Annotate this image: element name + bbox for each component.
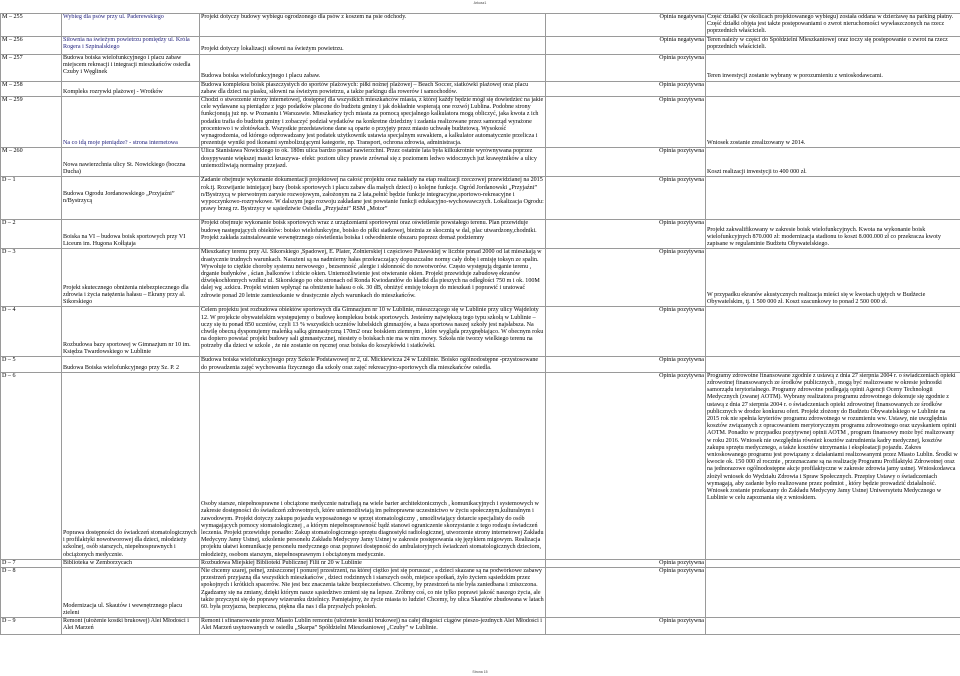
row-status: Opinia pozytywna xyxy=(546,559,706,567)
row-id: D – 5 xyxy=(1,357,62,372)
row-id: M – 259 xyxy=(1,97,62,148)
row-status: Opinia pozytywna xyxy=(546,81,706,96)
row-note xyxy=(706,618,960,635)
row-description: Projekt obejmuje wykonanie boisk sportowych wraz z urządzeniami sportowymi oraz oświetlenie powstałego terenu. Plan przewiduje budowę następujących obiektów: boisko wielofunkcyjne, boisko do piłki siatkowej, bieżnia ze skocznią w dal, plac utwardzony,chodniki. Projekt zakłada zainstalowanie wewnętrznego oświetlenia boiska i odwodnienie obszaru poprzez drenaż podziemny xyxy=(200,220,546,249)
table-row xyxy=(1,559,960,567)
table-row xyxy=(1,220,960,249)
row-description: Mieszkańcy terenu przy Al. Sikorskiego ,Spadowej, E. Plater, Żołnierskiej i częściowo Puławskiej w liczbie ponad 2000 od lat mieszkają w drastycznie trudnych warunkach. Narażeni są na nadmierny hałas przekraczający dopuszczalne normy cały dobę i emisję toksyn ze spalin. Wywołuje to ciężkie choroby systemu nerwowego , bezsenność ,alergie i skłonność do nowotworów. Często występują drganie terenu , drganie budynków , ścian ,balkonów i zbicie okien. Uniemożliwienie jest otwieranie okien. Projekt przewiduje zabudowę ekranów dźwiękochłonnych wzdłuż ul. Sikorskiego po obu stronach od Ronda Kwiodandów do kładki dla pieszych na odległości 750 m i ok. 100M dalej wg .szkicu. Projekt winien wpłynąć na obniżenie hałasu o ok. 30 dB, obniżyć emisję toksyn do mieszkań i poprawić i uratować zdrowie ponad 20 letnie zamieszkanie w drastycznie złych warunkach do mieszkańców. xyxy=(200,249,546,307)
row-status: Opinia pozytywna xyxy=(546,54,706,81)
row-title: Na co idą moje pieniądze? - strona internetowa xyxy=(62,97,200,148)
row-description: Ulica Stanisława Nowickiego to ok. 180m ulica bardzo ponad nawierzchni. Przez ostatnie lata była kilkukrotnie wyrównywana poprzez dosypywanie większej masici kruszywa- efekt: poziom ulicy prawie zrównał się z poziomem ledwo widocznych już krawężników a ulicy uniemożliwiają normalny przejazd. xyxy=(200,148,546,177)
table-row xyxy=(1,14,960,37)
row-id: D – 4 xyxy=(1,307,62,357)
row-description: Chodzi o stworzenie strony internetowej, dostępnej dla wszystkich mieszkańców miasta, z której każdy będzie mógł się dowiedzieć na jakie cele wydawane są pieniądze z jego podatków płacone do budżetu gminy i jak dokładnie wspierają one rozwój Lublina. Podobne strony funkcjonują już np. w Poznaniu i Warszawie. Mieszkańcy tych miasta za pomocą specjalnego kalkulatora mogą obliczyć, jaka kwota z ich podatku trafia do budżetu gminy i zobaczyć podział wydatków na konkretne dziedziny i zadania realizowane przez samorząd wyrażone procentowo i w złotówkach. Wszystkie przedstawione dane są oparte o przyjęty przez miasto uchwałę budżetową. Wysokość wynagrodzenia, od którego odprowadzany jest podatek użytkownik ustawia specjalnym suwakiem, a kalkulator automatycznie przelicza i prezentuje wyniki pod ikonami symbolizującymi kategorie, np. Transport, ochrona zdrowia, administracja. xyxy=(200,97,546,148)
table-row xyxy=(1,618,960,635)
row-status: Opinia pozytywna xyxy=(546,618,706,635)
row-description: Remont i sfinansowanie przez Miasto Lublin remontu (ułożenie kostki brukowej) na całej długości ciągów pieszo-jezdnych Alei Młodości i Alei Marzeń usytuowanych w osiedlu „Skarpa” Spółdzielni Mieszkaniowej „Czuby” w Lublinie. xyxy=(200,618,546,635)
table-row xyxy=(1,357,960,372)
row-id: D – 8 xyxy=(1,568,62,618)
row-id: M – 258 xyxy=(1,81,62,96)
row-id: D – 3 xyxy=(1,249,62,307)
row-status: Opinia pozytywna xyxy=(546,148,706,177)
table-row xyxy=(1,568,960,618)
row-description: Rozbudowa Miejskiej Biblioteki Publicznej Filii nr 20 w Lublinie xyxy=(200,559,546,567)
row-note: Programy zdrowotne finansowane zgodnie z ustawą z dnia 27 sierpnia 2004 r. o świadczeniach opieki zdrowotnej finansowanych ze środków publicznych , mogą być realizowane w okresie jednostki samorządu terytorialnego. Programy zdrowotne podlegają opinii Agencji Oceny Technologii Medycznych (zwanej AOTM). Wybrany realizatora programu zdrowotnego dokonuje się zgodnie z ustawą z dnia 27 sierpnia 2004 r. o świadczeniach opieki zdrowotnej finansowanych ze środków publicznych w drodze konkursu ofert. Projekt złożony do Budżetu Obywatelskiego w Lublinie na 2015 rok nie spełnia kryteriów programu zdrowotnego w rozumieniu ww. Ustawy, nie uwzględnia kosztów związanych z opracowaniem merytorycznym programu zdrowotnego oraz uzyskaniem opinii AOTM. Ponadto w przypadku pozytywnej opinii AOTM , program finansowy może być realizowany w roku 2016. Wniosek nie uwzględnia również kosztów zatrudnienia kadry medycznej, kosztów zakupu sprzętu medycznego, a także kosztów utrzymania i eksploatacji pojazdu. Zakres wnioskowanego programu jest powiązany z działaniami realizowanymi przez Miasto Lublin. Środki w kwocie ok. 150 000 zł rocznie , przeznaczane są na realizację Programu Profilaktyki Zdrowotnej oraz na jednorazowe ogólnodostępne akcje profilaktyczne w zakresie zdrowia jamy ustnej. Wnioskodawca złożył wniosek do Wydziału Zdrowia i Spraw Społecznych. Przepisy Ustawy o świadczeniach wymagają, aby zadanie było realizowane przez podmiot , który będzie prowadzić działalność. Wniosek zostanie przekazany do Zakładu Medycyny Jamy Ustnej Uniwersytetu Medycznego w Lublinie w celu zapoznania się z wnioskiem. xyxy=(706,372,960,559)
page-header: Arkusz1 xyxy=(473,1,487,5)
row-description: Projekt dotyczy budowy wybiegu ogrodzonego dla psów z koszem na psie odchody. xyxy=(200,14,546,37)
row-status: Opinia pozytywna xyxy=(546,307,706,357)
row-status: Opinia pozytywna xyxy=(546,357,706,372)
row-description: Nie chcemy szarej, pełnej, zniszczonej i ponurej przestrzeni, na której ciężko jest się poruszać , a dzieci skazane są na podwórkowe zabawy przestrzeń przyjazną dla wszystkich mieszkańców , dzieci rodzinnych i starszych osób, miejsce spotkań, żyło życiem sąsiedzkim przez spokojnych i krótkich spacerów. Nie jest bez znaczenia także bezpieczeństwo. Chcemy, by przestrzeń ta nie była zaniedbana i zniszczona. Zgadzamy się na zmiany, dzięki którym nasze sąsiedztwo zmieni się na lepsze. Zróbmy coś, co nie tylko poprawi jakość naszego życia, ale także przyczyni się do poprawy wizerunku dzielnicy. Pamiętajmy, że życie miasta to ludzie! Chcemy, by ulica Skautów zbudowana w latach 60. była przyjazna, bezpieczna, piękna dla nas i dla przyszłych pokoleń. xyxy=(200,568,546,618)
row-note: Koszt realizacji inwestycji to 400 000 zł. xyxy=(706,148,960,177)
row-id: D – 1 xyxy=(1,177,62,220)
table-row xyxy=(1,54,960,81)
row-status: Opinia pozytywna xyxy=(546,568,706,618)
row-title: Rozbudowa bazy sportowej w Gimnazjum nr 10 im. Księdza Twardowskiego w Lublinie xyxy=(62,307,200,357)
row-note xyxy=(706,177,960,220)
row-title: Budowa Ogrodu Jordanowskiego „Przyjaźni” n/Bystrzycą xyxy=(62,177,200,220)
table-row xyxy=(1,81,960,96)
row-title: Siłownia na świeżym powietrzu pomiędzy ul. Króla Rogera i Szpinalskiego xyxy=(62,36,200,54)
row-note xyxy=(706,307,960,357)
row-title: Remont (ułożenie kostki brukowej) Alei Młodości i Alei Marzeń xyxy=(62,618,200,635)
row-id: M – 260 xyxy=(1,148,62,177)
row-title: Kompleks rozrywki plażowej - Wrotków xyxy=(62,81,200,96)
row-status: Opinia negatywna xyxy=(546,14,706,37)
row-status: Opinia pozytywna xyxy=(546,220,706,249)
row-status: Opinia pozytywna xyxy=(546,249,706,307)
table-row xyxy=(1,177,960,220)
row-note: Część działki (w okolicach projektowanego wybiegu) została oddana w dzierżawę na parking płatny. Część działki objęta jest także postępowaniami o zwrot nieruchomości wywłaszczonych na rzecz poprzednich właścicieli. xyxy=(706,14,960,37)
row-status: Opinia pozytywna xyxy=(546,372,706,559)
row-title: Budowa Boiska wielofunkcyjnego przy Sz. P. 2 xyxy=(62,357,200,372)
row-description: Celem projektu jest rozbudowa obiektów sportowych dla Gimnazjum nr 10 w Lublinie, mieszczącego się w Lublinie przy ulicy Wajdeloty 12. W projekcie obywatelskim występujemy o budowę kompleksu boisk sportowych. Jesteśmy największą tego typu szkołą w Lublinie – uczy się tu ponad 850 uczniów, czyli 13 % wszystkich uczniów lubelskich gimnazjów, a baza sportowa naszej szkoły jest najsłabsza. Na chwilę obecną dysponujemy maleńką salką gimnastyczną 170m2 oraz boiskiem ziemnym , które wygląda przygnębiająco. W obecnym roku na dopiero powstać projekt budowy sali gimnastycznej, niestety o boiskach nie ma w nim mowy. Szkoła nie tworzy wielkiego terenu na potrzeby dla dzieci w szkole , że nie zostanie on ręcznej oraz boiska do koszykówki i siatkówki. xyxy=(200,307,546,357)
row-note xyxy=(706,559,960,567)
row-description: Budowa boiska wielofunkcyjnego przy Szkole Podstawowej nr 2, ul. Mickiewicza 24 w Lublinie. Boisko ogólnodostępne -przystosowane do prowadzenia zajęć wychowania fizycznego dla szkoły oraz zajęć rekreacyjno-sportowych dla mieszkańców osiedla. xyxy=(200,357,546,372)
page-footer: Strona 15 xyxy=(472,670,488,674)
row-id: D – 9 xyxy=(1,618,62,635)
row-title: Modernizacja ul. Skautów i wewnętrznego placu zieleni xyxy=(62,568,200,618)
projects-table xyxy=(0,13,960,635)
row-note: Wniosek zostanie zrealizowany w 2014. xyxy=(706,97,960,148)
row-description: Budowa kompleksu boisk piaszczystych do sportów plażowych: piłki nożnej plażowej – Beach Soccer, siatkówki plażowej oraz placu zabaw dla dzieci na piasku, siłowni na świeżym powietrzu, a także parkingu dla rowerów i samochodów. xyxy=(200,81,546,96)
row-description: Projekt dotyczy lokalizacji siłowni na świeżym powietrzu. xyxy=(200,36,546,54)
row-note: W przypadku ekranów akustycznych realizacja mieści się w kwotach ujętych w Budżecie Obywatelskim, tj. 1 500 000 zł. Koszt szacunkowy to ponad 2 500 000 zł. xyxy=(706,249,960,307)
row-title: Boiska na VI – budowa boisk sportowych przy VI Liceum im. Hugona Kołłątaja xyxy=(62,220,200,249)
row-id: D – 6 xyxy=(1,372,62,559)
row-title: Nowa nawierzchnia ulicy St. Nowickiego (boczna Ducha) xyxy=(62,148,200,177)
row-status: Opinia pozytywna xyxy=(546,177,706,220)
row-title: Budowa boiska wielofunkcyjnego i placu zabaw miejscem rekreacji i integracji mieszkańców osiedla Czuby i Węglinek xyxy=(62,54,200,81)
row-description: Osoby starsze, niepełnosprawne i obciążone medycznie natrafiają na wiele barier architektonicznych , komunikacyjnych i systemowych w zakresie dostępności do świadczeń zdrowotnych, które uniemożliwiają im pełnoprawne uczestnictwo w życiu społecznym,kulturalnym i zawodowym. Projekt dotyczy zakupu pojazdu wyposażonego w sprzęt stomatologiczny , umożliwiający dotarcie specjalisty do osób wymagających pomocy stomatologicznej , a którym niepełnosprawność bądź stanowi ograniczenie skorzystanie z tego rodzaju świadczeń leczenia. Projekt przewiduje ponadto: Zakup stomatologicznego sprzętu diagnostyki radiologicznej, utworzenie strony internetowej Zakładu Medycyny Jamy Ustnej, szkolenie personelu Zakładu Medycyny Jamy Ustnej w zakresie postępowania się językiem migowym. Realizacja projektu ułatwi komunikację personelu medycznego oraz poprawi dostępność do ambulatoryjnych świadczeń stomatologicznych dzieciom, młodzieży, osobom starszym, niepełnosprawnym i obciążonym medycznie. xyxy=(200,372,546,559)
row-title: Biblioteka w Zemborzycach xyxy=(62,559,200,567)
table-row xyxy=(1,36,960,54)
row-note: Teren należy w części do Spółdzielni Mieszkaniowej oraz toczy się postępowanie o zwrot na rzecz poprzednich właścicieli. xyxy=(706,36,960,54)
table-row xyxy=(1,307,960,357)
row-title: Poprawa dostępności do świadczeń stomatologicznych i profilaktyki nowotworowej dla dzieci, młodzieży szkolnej, osób starszych, niepełnosprawnych i obciążonych medycznie. xyxy=(62,372,200,559)
row-title: Wybieg dla psów przy ul. Paderewskiego xyxy=(62,14,200,37)
row-status: Opinia negatywna xyxy=(546,36,706,54)
row-id: D – 2 xyxy=(1,220,62,249)
row-note xyxy=(706,81,960,96)
table-row xyxy=(1,372,960,559)
row-description: Zadanie obejmuje wykonanie dokumentacji projektowej na całość projektu oraz nakłady na etap realizacji rzeczowej przewidzianej na 2015 rok.tj. Rozwijanie istniejącej bazy (boisk sportowych i placu zabaw dla małych dzieci) o kolejne funkcje. Ogród Jordanowski „Przyjaźni” n/Bystrzycą w pierwotnym zarysie rozwojowym, założonym na 2 lata,pełnić będzie funkcje integracyjne,sportowo-rekreacyjne i wypoczynkowo-rozrywkowe. W dalszym jego rozwoju zakładane jest powstanie funkcji edukacyjno-wychowawczych. Lokalizacja Ogrodu: prawy brzeg rz. Bystrzycy w sąsiedztwie Osiedla „Przyjaźni” RSM „Motor” xyxy=(200,177,546,220)
table-row xyxy=(1,148,960,177)
row-status: Opinia pozytywna xyxy=(546,97,706,148)
table-row xyxy=(1,249,960,307)
row-id: D – 7 xyxy=(1,559,62,567)
row-title: Projekt skutecznego obniżenia niebezpiecznego dla zdrowia i życia natężenia hałasu – Ekrany przy al. Sikorskiego xyxy=(62,249,200,307)
row-id: M – 257 xyxy=(1,54,62,81)
row-id: M – 255 xyxy=(1,14,62,37)
row-note: Projekt zakwalifikowany w zakresie boisk wielofunkcyjnych. Kwota na wykonanie boisk wielofunkcyjnych 870.000 zł: modernizacja stadionu to koszt 8.000.000 zł co przekracza kwoty zapisane w regulaminie Budżetu Obywatelskiego. xyxy=(706,220,960,249)
row-note xyxy=(706,357,960,372)
row-note xyxy=(706,568,960,618)
row-description: Budowa boiska wielofunkcyjnego i placu zabaw. xyxy=(200,54,546,81)
row-note: Teren inwestycji zostanie wybrany w porozumieniu z wnioskodawcami. xyxy=(706,54,960,81)
row-id: M – 256 xyxy=(1,36,62,54)
table-row xyxy=(1,97,960,148)
